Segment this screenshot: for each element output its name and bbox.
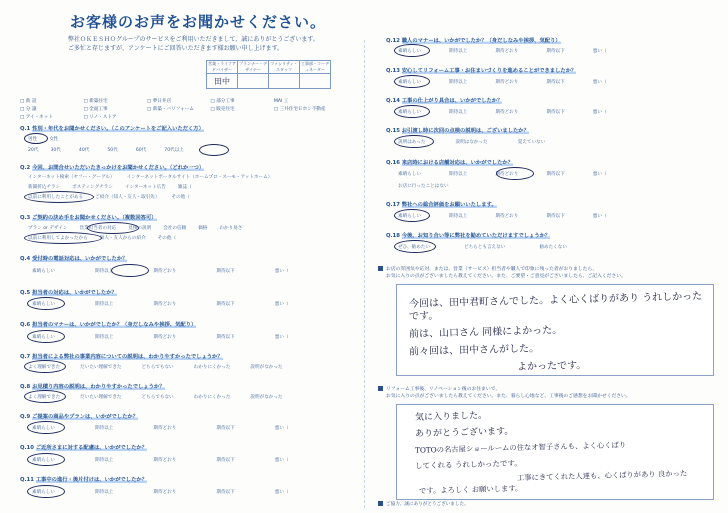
bullet-icon	[378, 386, 383, 391]
category-option[interactable]: MAI 工	[273, 99, 289, 104]
page-title: お客様のお声をお聞かせください。	[70, 13, 327, 31]
handwritten-line: 前は、山口さん 同様によかった。	[408, 324, 563, 341]
category-option[interactable]: □ 新築・バリフォーム	[146, 107, 194, 112]
answers-18: ぜひ、勧めたい どちらとも言えない 勧めたくない	[398, 245, 567, 250]
question-14: Q.14 工事の仕上がり具合は、いかがでしたか？	[386, 98, 503, 104]
selected-mark	[111, 264, 149, 277]
selected-mark	[394, 44, 430, 57]
selected-mark	[27, 453, 65, 466]
selected-mark	[24, 191, 94, 203]
stamp-header: ファシリティ・スタッフ	[270, 61, 298, 72]
footer-thanks: ご協力、誠にありがとうございました。	[378, 501, 469, 507]
handwritten-line: TOTOの名古屋ショールームの住なオ智子さんも、よく心くばり	[414, 440, 627, 455]
answers-8: よく理解できた だいたい理解できた どちらでもない わかりにくかった 説明がなかった	[28, 395, 283, 400]
stamp-entry[interactable]	[269, 74, 300, 89]
answers-5: 素晴らしい 期待以上 期待どおり 期待以下 悪い（	[32, 302, 289, 307]
answers-13: 素晴らしい 期待以上 期待どおり 期待以下 悪い（	[398, 80, 607, 85]
category-option[interactable]: □ 三井住宅Ｅホン不動産	[273, 107, 326, 112]
answers-7: よく理解できた だいたい理解できた どちらでもない わかりにくかった 説明がなかった	[28, 365, 283, 370]
category-option[interactable]: □ 夢日井店	[146, 99, 172, 104]
category-option[interactable]: □ 部分工事	[210, 99, 235, 104]
stamp-header: 工事部・コーディネーター	[301, 61, 329, 72]
answers-16b: お店に行ったことはない	[398, 184, 449, 189]
selected-mark	[394, 135, 434, 148]
selected-mark	[27, 330, 65, 343]
question-9: Q.9 ご提案の商品やプランは、いかがでしたか？	[20, 414, 139, 420]
answers-4: 素晴らしい 期待以上 期待どおり 期待以下 悪い（	[32, 269, 289, 274]
question-17: Q.17 弊社への総合評価をお願いいたします。	[386, 202, 497, 208]
handwritten-line: よかったです。	[516, 360, 587, 373]
answers-3b: 以前に利用してよかったから 知人・友人からの紹介 その他（	[28, 236, 177, 241]
category-option[interactable]: □ 全面工事	[83, 107, 108, 112]
handwritten-line: 気に入りました。	[414, 411, 488, 423]
answers-2: インターネット検索（ヤフー・グーグル） インターネットポータルサイト（ホームプロ・スーモ・アットホーム）	[28, 175, 273, 180]
handwritten-line: です。	[408, 310, 439, 323]
selected-mark	[87, 222, 139, 234]
category-option[interactable]: □ 販売住宅	[210, 107, 235, 112]
bullet-icon	[378, 501, 383, 506]
question-16: Q.16 来店時における店舗対応は、いかがでしたか？	[386, 160, 513, 166]
selected-mark	[27, 297, 65, 310]
answers-15: 説明はあった 説明はなかった 覚えていない	[398, 140, 546, 145]
question-4: Q.4 受付時の電話対応は、いかがでしたか？	[20, 256, 128, 262]
question-18: Q.18 今後、お知り合い等に弊社を勧めていただけますでしょうか？	[386, 233, 551, 239]
column-divider	[364, 40, 365, 508]
selected-mark	[394, 209, 430, 222]
question-15: Q.15 お引渡し時に次回の点検の説明は、ございましたか？	[386, 128, 529, 134]
question-1: Q.1 性別・年代をお聞かせください。（このアンケートをご記入いただく方）	[20, 126, 204, 132]
selected-mark	[394, 240, 436, 253]
selected-mark	[24, 133, 48, 144]
selected-mark	[394, 75, 430, 88]
handwritten-line: してくれる うれしかったです。	[414, 458, 522, 471]
selected-mark	[496, 167, 534, 180]
handwritten-line: ありがとうございます。	[414, 426, 514, 440]
answers-6: 素晴らしい 期待以上 期待どおり 期待以下 悪い（	[32, 335, 289, 340]
selected-mark	[27, 485, 65, 498]
question-5: Q.5 担当者の対応は、いかがでしたか？	[20, 290, 117, 296]
comment1-header: お店の雰囲気や応対、または、営業（サービス）担当者や職人で印象に残った者がおりましたら、 お気に入りの点がございましたら教えてください。また、ご要望・ご意見がございましたら、ご記入ください。	[378, 266, 626, 280]
selected-mark	[199, 144, 229, 156]
question-3: Q.3 ご契約の決め手をお聞かせください。（複数回答可）	[20, 215, 157, 221]
answers-1-age: 20代 30代 40代 50代 60代 70代以上	[28, 148, 184, 153]
answers-1: 男性 女性	[28, 137, 59, 142]
answers-14: 素晴らしい 期待以上 期待どおり 期待以下 悪い（	[398, 110, 607, 115]
selected-mark	[394, 105, 430, 118]
answers-10: 素晴らしい 期待以上 期待どおり 期待以下 悪い（	[32, 458, 289, 463]
staff-stamp-table	[206, 60, 331, 89]
question-11: Q.11 工事中の進行・後片付けは、いかがでしたか？	[20, 477, 147, 483]
selected-mark	[24, 390, 66, 403]
stamp-entry[interactable]	[300, 74, 331, 89]
stamp-header: 営業・ライフアドバイザー	[208, 61, 236, 72]
stamp-entry[interactable]: 田中	[207, 74, 238, 89]
intro-line: ご多忙と存じますが、アンケートにご回答いただきます様お願い申し上げます。	[68, 45, 284, 52]
selected-mark	[24, 360, 66, 373]
answers-9: 素晴らしい 期待以上 期待どおり 期待以下 悪い（	[32, 426, 289, 431]
question-8: Q.8 お見積り内容の説明は、わかりやすかったでしょうか？	[20, 384, 165, 390]
stamp-header: プランナー・デザイナー	[239, 61, 267, 72]
intro-text	[68, 35, 319, 53]
category-checkboxes	[20, 98, 336, 122]
question-10: Q.10 ご近所さまに対する配慮は、いかがでしたか？	[20, 445, 147, 451]
handwritten-line: 前々回は、田中さんがした。	[408, 343, 540, 358]
category-option[interactable]: □ リノ・ストア	[83, 115, 117, 120]
answers-17: 素晴らしい 期待以上 期待どおり 期待以下 悪い（	[398, 214, 607, 219]
answers-2b: 新聞折込チラシ ポスティングチラシ インターネット広告 雑誌（	[28, 185, 192, 190]
question-7: Q.7 担当者による弊社の事業内容についての説明は、わかりやすかったでしょうか？	[20, 354, 223, 360]
answers-3: プラン or デザイン 営業担当者の対応 見積の説明 会社の信頼 価格 わかり易さ	[28, 226, 243, 231]
handwritten-line: 工事にきてくれた人達も、心くばりがあり 良かった	[516, 468, 688, 483]
answers-16: 素晴らしい 期待以上 期待どおり 期待以下 悪い（	[398, 172, 607, 177]
handwritten-line: 今回は、田中君町さんでした。よく心くばりがあり うれしかった	[408, 291, 703, 310]
intro-line: 弊社ＯＫＥＳＨＯグループのサービスをご利用いただきまして、誠にありがとうございます。	[68, 36, 319, 43]
handwritten-line: です。よろしく お願いします。	[418, 483, 523, 496]
answers-11: 素晴らしい 期待以上 期待どおり 期待以下 悪い（	[32, 490, 289, 495]
comment1-box[interactable]	[396, 284, 714, 376]
comment2-box[interactable]	[396, 404, 714, 500]
comment2-header: リフォーム工事後、リノベーション後のお住まいで、 お気に入りの点がございましたら教えてください。また、暮らし心地など、工事後のご感想をお聞かせください。	[378, 386, 631, 400]
category-option[interactable]: □ 新築住宅	[83, 99, 108, 104]
answers-12: 素晴らしい 期待以上 期待どおり 期待以下 悪い（	[398, 49, 607, 54]
question-6: Q.6 担当者のマナーは、いかがでしたか？（身だしなみや挨拶、気配り）	[20, 322, 197, 328]
question-2: Q.2 今回、お問合せいただいたきっかけをお聞かせください。（どれか一つ）	[20, 165, 205, 171]
stamp-entry[interactable]	[238, 74, 269, 89]
question-13: Q.13 安心してリフォーム工事・お住まいづくりを進めることができましたか？	[386, 68, 577, 74]
category-option[interactable]: □ 分 譲	[20, 107, 37, 112]
category-option[interactable]: □ 新 設	[20, 99, 37, 104]
answers-2c: 以前に利用したことがある ご紹介（知人・友人・取引先） その他（	[28, 195, 190, 200]
category-option[interactable]: □ アイ・ネット	[20, 115, 53, 120]
bullet-icon	[378, 266, 383, 271]
selected-mark	[24, 232, 102, 244]
selected-mark	[27, 421, 65, 434]
question-12: Q.12 職人のマナーは、いかがでしたか？（身だしなみや挨拶、気配り）	[386, 38, 561, 44]
